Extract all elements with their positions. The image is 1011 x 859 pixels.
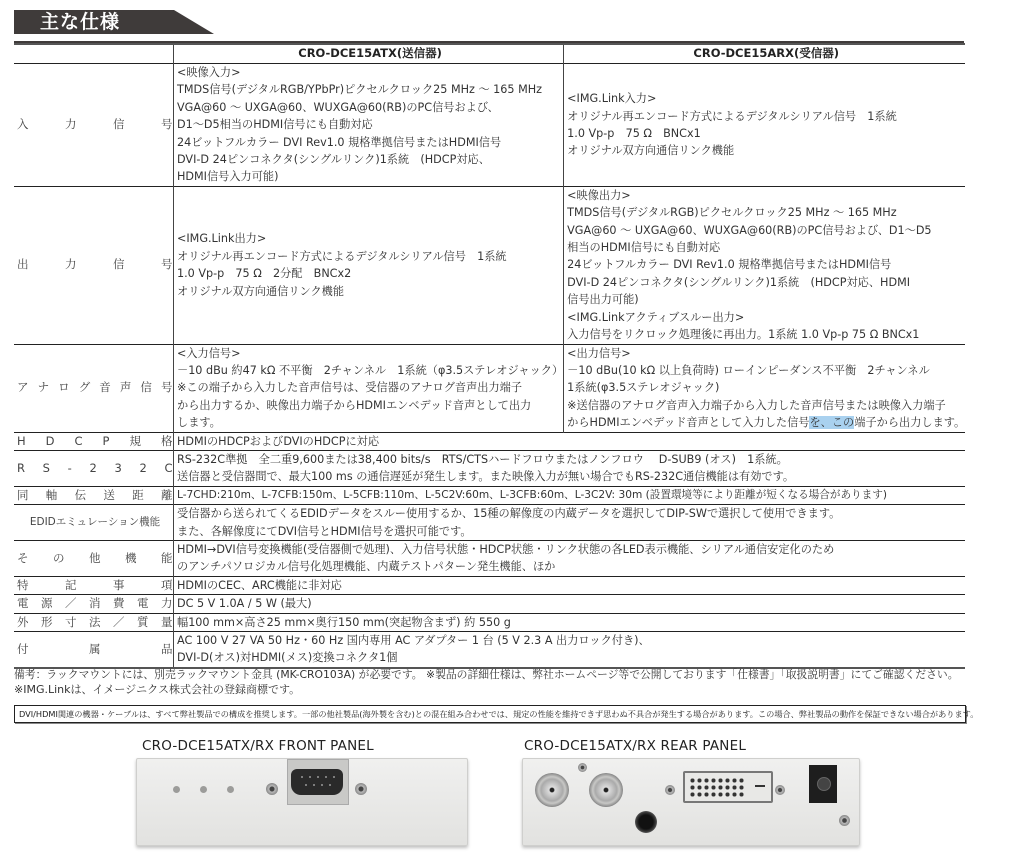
table-row-hdcp [14, 432, 965, 450]
cell-line: ※この端子から入力した音声信号は、受信器のアナログ音声出力端子 [177, 381, 523, 395]
full-cell [174, 432, 966, 450]
cell-line: オリジナル再エンコード方式によるデジタルシリアル信号 1系統 [567, 109, 897, 123]
cell-line: RS-232C準拠 全二重9,600または38,400 bits/s RTS/CTSハードフロウまたはノンフロウ D-SUB9 (オス) 1系統。 [177, 452, 788, 466]
selected-text[interactable]: からHDMIエンベデッド音声として入力した信号を、この端子から出力します。 [567, 416, 966, 430]
text-selection-highlight[interactable]: を、この [809, 416, 855, 430]
rx-cell [564, 186, 966, 344]
cell-line: DVI-D 24ピンコネクタ(シングルリンク)1系統 (HDCP対応、HDMI [567, 275, 911, 289]
full-cell [174, 576, 966, 594]
row-label: 入 力 信 号 [14, 64, 174, 187]
cell-line: HDMIのHDCPおよびDVIのHDCPに対応 [177, 434, 380, 448]
row-label: 特 記 事 項 [14, 576, 174, 594]
screw-icon [665, 785, 675, 795]
dvi-connector-icon [683, 771, 773, 803]
cell-line: <出力信号> [567, 346, 631, 360]
led-indicator-icon [227, 786, 234, 793]
row-label: EDIDエミュレーション機能 [14, 505, 174, 541]
front-panel-image [136, 758, 468, 846]
footnote-trademark: ※IMG.Linkは、イメージニクス株式会社の登録商標です。 [14, 682, 301, 696]
cell-line: 1.0 Vp-p 75 Ω BNCx1 [567, 126, 701, 140]
cell-line: D1～D5相当のHDMI信号にも自動対応 [177, 118, 373, 132]
cell-line: 24ビットフルカラー DVI Rev1.0 規格準拠信号またはHDMI信号 [177, 135, 502, 149]
footnotes [14, 668, 959, 697]
led-indicator-icon [200, 786, 207, 793]
table-row-analog-audio [14, 344, 965, 432]
table-row-coax-distance [14, 486, 965, 504]
cell-line: DVI-D(オス)対HDMI(メス)変換コネクタ1個 [177, 651, 398, 665]
led-indicator-icon [173, 786, 180, 793]
cell-line: L-7CHD:210m、L-7CFB:150m、L-5CFB:110m、L-5C2V:60m、L-3CFB:60m、L-3C2V: 30m (設置環境等により距離が短くなる場合があります) [177, 488, 887, 501]
dc-power-jack-icon [809, 765, 837, 803]
cell-line: <IMG.Linkアクティブスルー出力> [567, 310, 745, 324]
cell-line: オリジナル双方向通信リンク機能 [567, 144, 735, 158]
cell-line: 24ビットフルカラー DVI Rev1.0 規格準拠信号またはHDMI信号 [567, 258, 892, 272]
table-row-accessories [14, 632, 965, 668]
table-row-rs232c [14, 450, 965, 486]
cell-line: HDMI信号入力可能) [177, 170, 279, 184]
row-label: 電 源 ／ 消 費 電 力 [14, 595, 174, 613]
cell-line: 送信器と受信器間で、最大100 ms の通信遅延が発生します。また映像入力が無い場合でもRS-232C通信機能は有効です。 [177, 470, 795, 484]
cell-line: 受信器から送られてくるEDIDデータをスルー使用するか、15種の解像度の内蔵データを選択してDIP-SWで選択して使用できます。 [177, 507, 841, 521]
full-cell [174, 505, 966, 541]
cell-line: オリジナル双方向通信リンク機能 [177, 284, 345, 298]
cell-line: のアンチパソロジカル信号化処理機能、内蔵テストパターン発生機能、ほか [177, 560, 556, 574]
row-label: アナログ音声信号 [14, 344, 174, 432]
cell-line: <映像出力> [567, 188, 631, 202]
cell-line: ※送信器のアナログ音声入力端子から入力した音声信号または映像入力端子 [567, 398, 946, 412]
column-header-rx: CRO-DCE15ARX(受信器) [693, 46, 839, 61]
row-label: 外 形 寸 法 ／ 質 量 [14, 613, 174, 631]
row-label: そ の 他 機 能 [14, 540, 174, 576]
cell-line: 信号出力可能) [567, 293, 639, 307]
cell-line: オリジナル再エンコード方式によるデジタルシリアル信号 1系統 [177, 249, 507, 263]
dsub9-connector-icon [291, 769, 343, 795]
audio-jack-icon [635, 811, 657, 833]
screw-icon [266, 783, 278, 795]
tx-cell [174, 64, 564, 187]
rx-cell [564, 64, 966, 187]
table-row-special-notes [14, 576, 965, 594]
full-cell [174, 632, 966, 668]
bnc-connector-icon [589, 773, 623, 807]
cell-line: <映像入力> [177, 66, 241, 79]
row-label: 出 力 信 号 [14, 186, 174, 344]
table-row-power [14, 595, 965, 613]
cell-line: VGA@60 ～ UXGA@60、WUXGA@60(RB)のPC信号および、D1～D5 [567, 223, 932, 237]
spec-table [14, 43, 965, 669]
cell-line: 1系統(φ3.5ステレオジャック) [567, 381, 720, 395]
table-row-output-signal [14, 186, 965, 344]
screw-icon [775, 785, 785, 795]
column-header-tx: CRO-DCE15ATX(送信器) [174, 44, 564, 64]
row-label: R S - 2 3 2 C [14, 450, 174, 486]
tx-cell [174, 186, 564, 344]
cell-line: 幅100 mm×高さ25 mm×奥行150 mm(突起物含まず) 約 550 g [177, 615, 511, 629]
rear-panel-image [522, 758, 860, 846]
cell-line: します。 [177, 416, 221, 430]
cell-line: から出力するか、映像出力端子からHDMIエンベデッド音声として出力 [177, 398, 532, 412]
cell-line: また、各解像度にてDVI信号とHDMI信号を選択可能です。 [177, 524, 472, 538]
section-header [14, 10, 964, 34]
cell-line: AC 100 V 27 VA 50 Hz・60 Hz 国内専用 AC アダプター 1 台 (5 V 2.3 A 出力ロック付き)、 [177, 634, 650, 647]
screw-icon [578, 763, 587, 772]
cell-line: <入力信号> [177, 346, 241, 360]
rear-panel-title: CRO-DCE15ATX/RX REAR PANEL [524, 738, 747, 754]
cell-line-selected[interactable] [567, 414, 965, 431]
table-header-row [14, 44, 965, 64]
cell-line: HDMI→DVI信号変換機能(受信器側で処理)、入力信号状態・HDCP状態・リンク状態の各LED表示機能、シリアル通信安定化のため [177, 542, 835, 556]
table-row-edid [14, 505, 965, 541]
section-title: 主な仕様 [40, 11, 121, 33]
full-cell [174, 613, 966, 631]
bnc-connector-icon [535, 773, 569, 807]
table-row-other-functions [14, 540, 965, 576]
cell-line: DVI-D 24ピンコネクタ(シングルリンク)1系統 (HDCP対応、 [177, 153, 490, 167]
table-row-input-signal [14, 64, 965, 187]
row-label: 付 属 品 [14, 632, 174, 668]
cell-line: <IMG.Link出力> [177, 232, 267, 246]
full-cell [174, 450, 966, 486]
cell-line: <IMG.Link入力> [567, 92, 657, 106]
cell-line: －10 dBu 約47 kΩ 不平衡 2チャンネル 1系統（φ3.5ステレオジャック） [177, 363, 564, 377]
rx-cell [564, 344, 966, 432]
compatibility-notice: DVI/HDMI関連の機器・ケーブルは、すべて弊社製品での構成を推奨します。一部の他社製品(海外製を含む)との混在組み合わせでは、規定の性能を維持できず思わぬ不具合が発生する場合があります。この場合、弊社製品の動作を保証できない場合があります。 [14, 705, 966, 723]
cell-line: TMDS信号(デジタルRGB)ピクセルクロック25 MHz ～ 165 MHz [567, 206, 897, 220]
row-label: 同 軸 伝 送 距 離 [14, 486, 174, 504]
full-cell [174, 486, 966, 504]
tx-cell [174, 344, 564, 432]
footnote-rackmount: 備考：ラックマウントには、別売ラックマウント金具 (MK-CRO103A) が必要です。 ※製品の詳細仕様は、弊社ホームページ等で公開しております「仕様書」「取扱説明書」にてご確認ください。 [14, 668, 959, 681]
table-row-dimensions [14, 613, 965, 631]
row-label: H D C P 規 格 [14, 432, 174, 450]
cell-line: －10 dBu(10 kΩ 以上負荷時) ローインピーダンス不平衡 2チャンネル [567, 363, 930, 377]
cell-line: DC 5 V 1.0A / 5 W (最大) [177, 597, 312, 611]
full-cell [174, 595, 966, 613]
full-cell [174, 540, 966, 576]
cell-line: VGA@60 ～ UXGA@60、WUXGA@60(RB)のPC信号および、 [177, 100, 499, 114]
cell-line: HDMIのCEC、ARC機能に非対応 [177, 578, 342, 592]
cell-line: 入力信号をリクロック処理後に再出力。1系統 1.0 Vp-p 75 Ω BNCx1 [567, 328, 920, 342]
front-panel-title: CRO-DCE15ATX/RX FRONT PANEL [142, 738, 374, 754]
cell-line: 1.0 Vp-p 75 Ω 2分配 BNCx2 [177, 267, 352, 281]
column-header-label [14, 44, 174, 64]
screw-icon [355, 783, 367, 795]
cell-line: TMDS信号(デジタルRGB/YPbPr)ピクセルクロック25 MHz ～ 165 MHz [177, 83, 543, 97]
screw-icon [839, 815, 850, 826]
cell-line: 相当のHDMI信号にも自動対応 [567, 241, 721, 255]
